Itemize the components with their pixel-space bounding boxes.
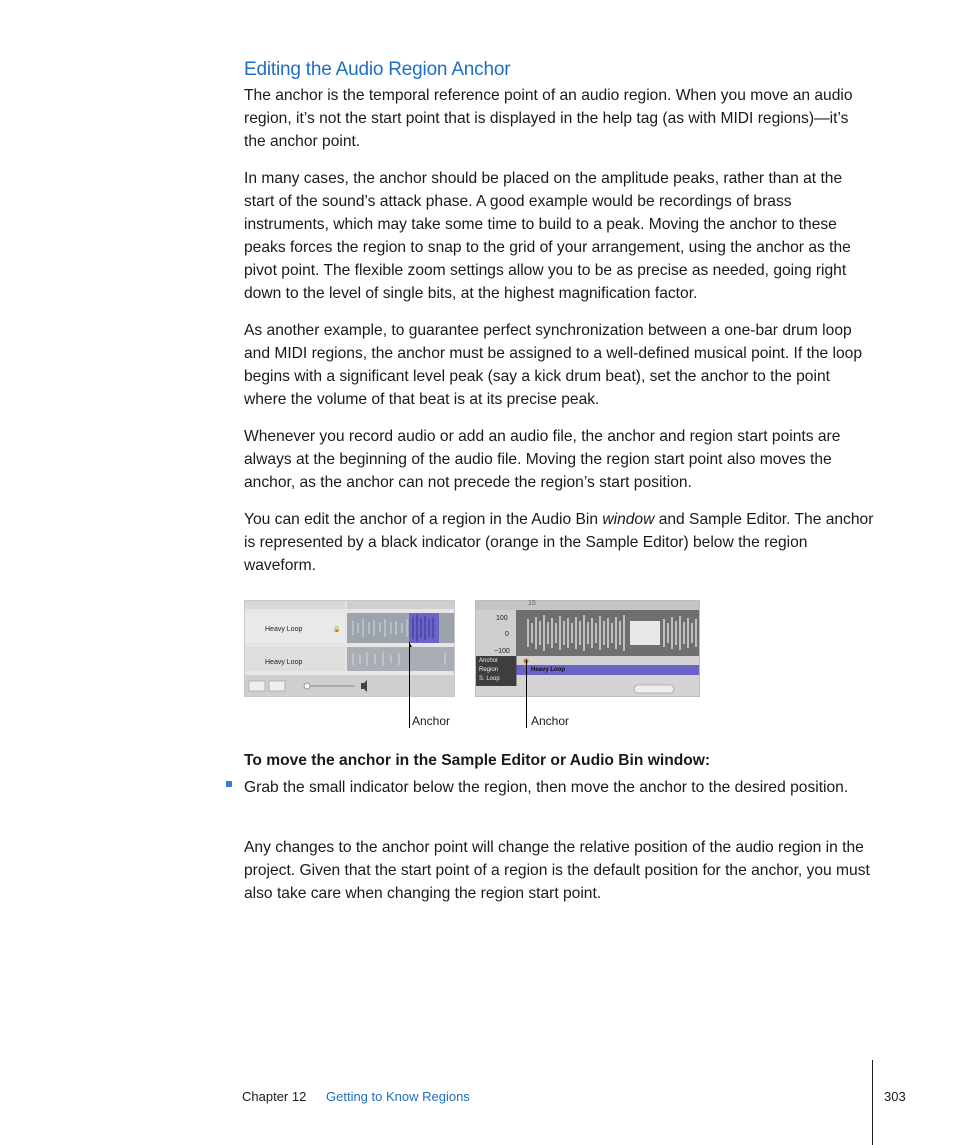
section-heading: Editing the Audio Region Anchor xyxy=(244,59,511,80)
anchor-figure xyxy=(244,600,704,735)
paragraph-edit-anchor-part1: You can edit the anchor of a region in the Audio Bin xyxy=(244,511,603,528)
paragraph-amplitude-peaks: In many cases, the anchor should be placed on the amplitude peaks, rather than at the start of the sound’s attack phase. A good example would be recordings of brass instruments, which may take some time to build to a peak. Moving the anchor to these peaks forces the region to snap to the grid of your arrangement, using the anchor as the pivot point. The flexible zoom settings allow you to be as precise as needed, going right down to the level of single bits, at the highest magnification factor. xyxy=(244,170,851,302)
footer-chapter: Chapter 12 xyxy=(242,1089,307,1104)
audio-bin-row1-label: Heavy Loop xyxy=(265,626,303,633)
sample-editor-row-loop: S. Loop xyxy=(479,676,500,682)
footer-chapter-title[interactable]: Getting to Know Regions xyxy=(326,1089,470,1104)
paragraph-edit-anchor xyxy=(244,508,874,577)
audio-bin-graphic xyxy=(245,601,454,696)
paragraph-record-audio: Whenever you record audio or add an audio file, the anchor and region start points are always at the beginning of the audio file. Moving the region start point also moves the anchor, as the anchor can not precede the region’s start position. xyxy=(244,428,841,491)
sample-editor-ruler-mark: 15 xyxy=(528,600,536,607)
audio-bin-row2-label: Heavy Loop xyxy=(265,659,303,666)
procedure-followup: Any changes to the anchor point will change the relative position of the audio region in the project. Given that the start point of a region is the default position for the anchor, you must also take care when changing the region start point. xyxy=(244,839,870,902)
paragraph-drum-loop-example: As another example, to guarantee perfect synchronization between a one-bar drum loop and MIDI regions, the anchor must be assigned to a well-defined musical point. If the loop begins with a significant level peak (say a kick drum beat), set the anchor to the point where the volume of that beat is at its precise peak. xyxy=(244,322,863,408)
footer-divider xyxy=(872,1060,873,1145)
sample-editor-row-region: Region xyxy=(479,667,499,673)
sample-editor-level-top: 100 xyxy=(496,615,508,622)
bullet-square-icon xyxy=(226,781,232,787)
callout-label-left: Anchor xyxy=(412,714,451,728)
paragraph-anchor-definition: The anchor is the temporal reference point of an audio region. When you move an audio region, it’s not the start point that is displayed in the help tag (as with MIDI regions)—it’s the anchor point. xyxy=(244,87,853,150)
sample-editor-row-anchor: Anchor xyxy=(479,658,499,664)
footer-page-number: 303 xyxy=(884,1089,906,1104)
sample-editor-region-name: Heavy Loop xyxy=(531,667,566,673)
sample-editor-level-bottom: −100 xyxy=(494,648,510,655)
audio-bin-screenshot xyxy=(244,600,455,697)
callout-label-right: Anchor xyxy=(531,714,570,728)
paragraph-edit-anchor-part2: and Sample Editor. The anchor is represented by a black indicator (orange in the Sample Editor) below the region waveform. xyxy=(244,511,874,574)
callout-line-left xyxy=(409,642,410,728)
sample-editor-screenshot xyxy=(475,600,700,697)
paragraph-edit-anchor-italic: window xyxy=(602,511,655,528)
procedure-title: To move the anchor in the Sample Editor or Audio Bin window: xyxy=(244,752,711,769)
svg-text:🔒: 🔒 xyxy=(333,627,341,633)
procedure-step: Grab the small indicator below the region, then move the anchor to the desired position. xyxy=(244,779,849,796)
callout-line-right xyxy=(526,660,527,728)
sample-editor-level-mid: 0 xyxy=(505,631,509,638)
